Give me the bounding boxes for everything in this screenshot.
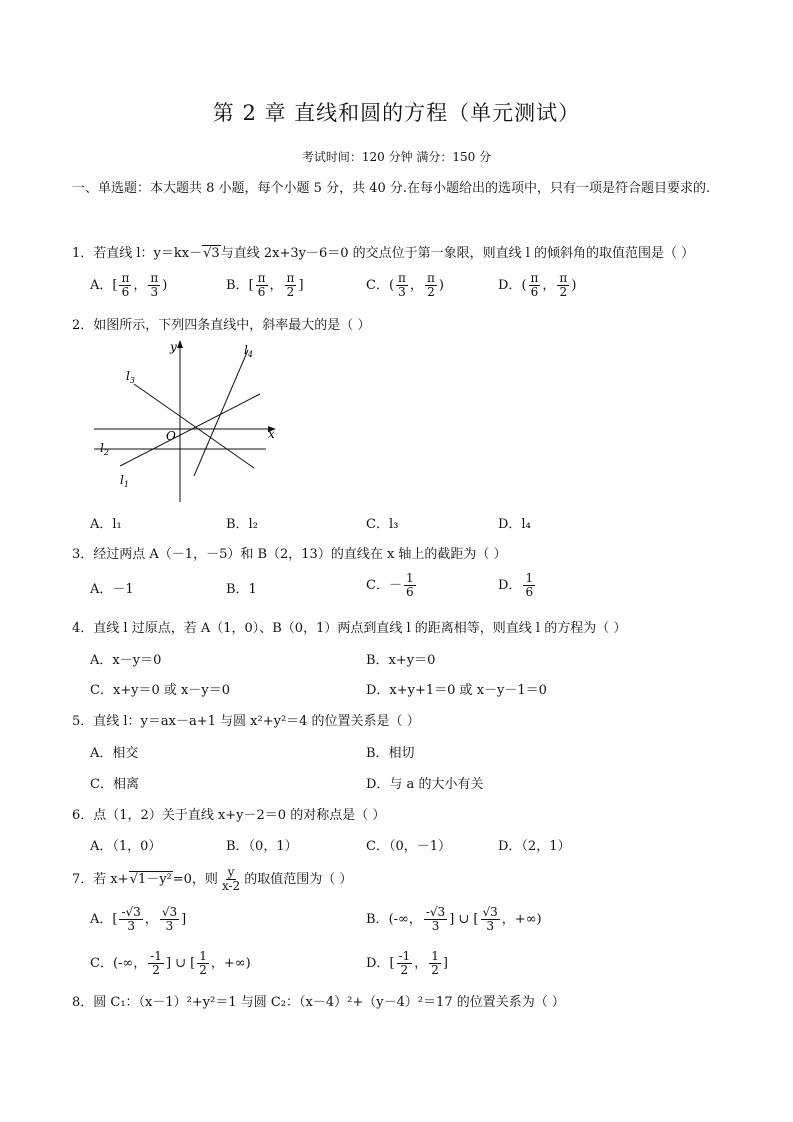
l1-label: $l_1$ — [120, 473, 129, 489]
q6-option-c[interactable]: C．（0，－1） — [366, 839, 451, 854]
q2-option-c[interactable]: C．l₃ — [366, 517, 399, 532]
exam-info: 考试时间：120 分钟 满分：150 分 — [301, 150, 492, 164]
question-4: 4．直线 l 过原点，若 A（1，0）、B（0，1）两点到直线 l 的距离相等，则直线 l 的方程为（ ） — [72, 621, 627, 636]
q2-option-b[interactable]: B．l₂ — [226, 517, 258, 532]
q3-option-b[interactable]: B．1 — [226, 582, 257, 597]
q5-option-c[interactable]: C．相离 — [90, 777, 139, 792]
q4-option-a[interactable]: A．x－y＝0 — [90, 653, 162, 668]
sqrt-expr: √3 — [203, 246, 220, 261]
q4-option-d[interactable]: D．x+y+1＝0 或 x－y－1＝0 — [366, 683, 547, 698]
question-2: 2．如图所示，下列四条直线中，斜率最大的是（ ） — [72, 318, 371, 333]
q1-option-b[interactable]: B．[ $\frac{\pi}{6}$ ， $\frac{\pi}{2}$ ] — [226, 271, 304, 299]
line-l1 — [120, 394, 260, 466]
q2-option-d[interactable]: D．l₄ — [498, 517, 531, 532]
question-3: 3．经过两点 A（－1，－5）和 B（2，13）的直线在 x 轴上的截距为（ ） — [72, 547, 507, 562]
q3-option-d[interactable]: D． $\frac{1}{6}$ — [498, 571, 534, 599]
question-6: 6．点（1，2）关于直线 x+y－2＝0 的对称点是（ ） — [72, 808, 386, 823]
q1-option-c[interactable]: C．( $\frac{\pi}{3}$ ， $\frac{\pi}{2}$ ) — [366, 271, 444, 299]
q1-stem-a: 1．若直线 l：y＝kx－ — [72, 246, 203, 261]
q1-stem-b: 与直线 2x+3y－6＝0 的交点位于第一象限，则直线 l 的倾斜角的取值范围是（ ） — [220, 246, 695, 261]
q6-option-d[interactable]: D．（2，1） — [498, 839, 571, 854]
sqrt-expr: √1－y² — [129, 872, 172, 887]
q5-option-b[interactable]: B．相切 — [366, 746, 415, 761]
q7-option-a[interactable]: A．[ $\frac{-√3}{3}$ ， $\frac{√3}{3}$ ] — [90, 905, 187, 933]
origin-label: O — [166, 429, 176, 443]
l4-label: $l_4$ — [244, 343, 253, 359]
q2-option-a[interactable]: A．l₁ — [90, 517, 122, 532]
q6-option-a[interactable]: A．（1，0） — [90, 839, 162, 854]
section-heading: 一、单选题：本大题共 8 小题，每个小题 5 分，共 40 分.在每小题给出的选项中，只有一项是符合题目要求的. — [72, 181, 711, 196]
line-l3 — [134, 384, 254, 468]
q5-option-d[interactable]: D．与 a 的大小有关 — [366, 777, 484, 792]
q5-option-a[interactable]: A．相交 — [90, 746, 139, 761]
q3-option-a[interactable]: A．－1 — [90, 582, 134, 597]
q7-option-b[interactable]: B．(-∞， $\frac{-√3}{3}$ ] ∪ [ $\frac{√3}{3}$ ，+∞) — [366, 905, 542, 933]
q1-option-a[interactable]: A．[ $\frac{\pi}{6}$ ， $\frac{\pi}{3}$ ) — [90, 271, 168, 299]
q1-option-d[interactable]: D．( $\frac{\pi}{6}$ ， $\frac{\pi}{2}$ ) — [498, 271, 577, 299]
question-1 — [72, 242, 733, 261]
line-l4 — [194, 350, 248, 476]
lines-figure — [92, 338, 282, 506]
page-title: 第 2 章 直线和圆的方程（单元测试） — [212, 101, 581, 125]
q7-option-c[interactable]: C．(-∞， $\frac{-1}{2}$ ] ∪ [ $\frac{1}{2}$ ，+∞) — [90, 949, 251, 977]
question-5: 5．直线 l：y＝ax－a+1 与圆 x²+y²＝4 的位置关系是（ ） — [72, 714, 420, 729]
l2-label: $l_2$ — [100, 441, 109, 457]
q4-option-c[interactable]: C．x+y＝0 或 x－y＝0 — [90, 683, 230, 698]
x-label: x — [268, 427, 275, 441]
y-axis-arrow — [177, 340, 183, 348]
q6-option-b[interactable]: B．（0，1） — [226, 839, 298, 854]
q3-option-c[interactable]: C．－ $\frac{1}{6}$ — [366, 571, 414, 599]
l3-label: $l_3$ — [126, 369, 135, 385]
y-label: y — [170, 340, 177, 354]
q4-option-b[interactable]: B．x+y＝0 — [366, 653, 436, 668]
question-8: 8．圆 C₁：（x－1）²+y²＝1 与圆 C₂：（x－4）²+（y－4）²＝17 的位置关系为（ ） — [72, 995, 565, 1010]
q7-option-d[interactable]: D．[ $\frac{-1}{2}$ ， $\frac{1}{2}$ ] — [366, 949, 448, 977]
question-7: 7．若 x+√1－y²=0，则 $\frac{y}{x-2}$ 的取值范围为（ ） — [72, 865, 353, 893]
